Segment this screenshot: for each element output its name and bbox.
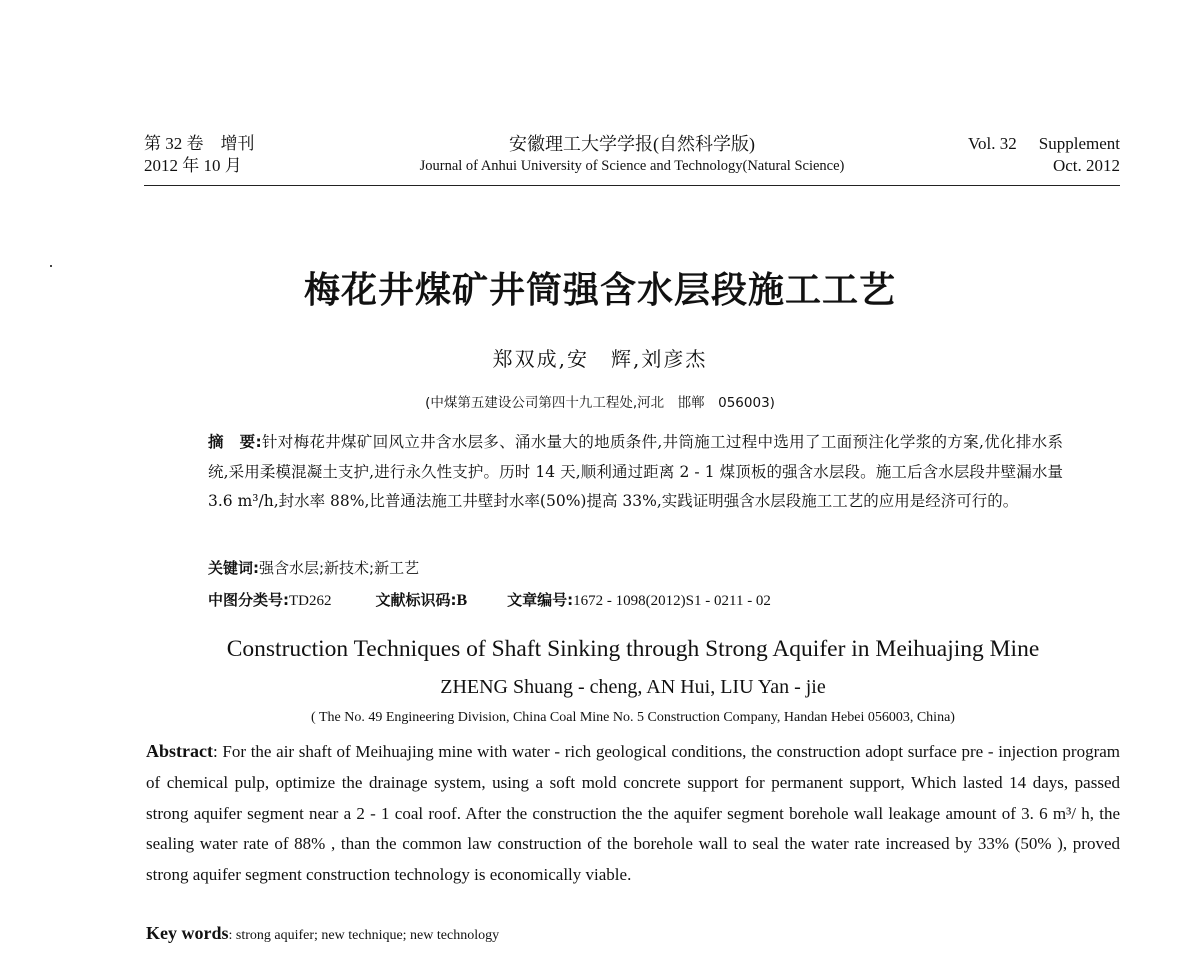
header-vol: Vol. 32 <box>967 134 1017 153</box>
keywords-cn <box>208 557 419 578</box>
article-no-label: 文章编号: <box>507 591 574 609</box>
header-volume-issue: 第 32 卷 增刊 <box>144 134 255 153</box>
abstract-en <box>146 736 1120 891</box>
header-date-en: Oct. 2012 <box>1052 156 1120 175</box>
article-title-en-wrap <box>0 636 1200 663</box>
article-title-en: Construction Techniques of Shaft Sinking through Strong Aquifer in Meihuajing Mine <box>226 636 1040 662</box>
abstract-cn-text: 针对梅花井煤矿回风立井含水层多、涌水量大的地质条件,井筒施工过程中选用了工面预注化学浆的方案,优化排水系统,采用柔模混凝土支护,进行永久性支护。历时 14 天,顺利通过距离 2 - 1 煤顶板的强含水层段。施工后含水层段井壁漏水量 3.6 m³/h,封水率 88%,比普通法施工井壁封水率(50%)提高 33%,实践证明强含水层段施工工艺的应用是经济可行的。 <box>208 433 1064 510</box>
journal-name-en: Journal of Anhui University of Science and Technology(Natural Science) <box>419 158 845 174</box>
clc-label: 中图分类号: <box>208 591 289 609</box>
clc-value: TD262 <box>289 593 332 609</box>
article-title-cn: 梅花井煤矿井筒强含水层段施工工艺 <box>303 270 896 311</box>
running-header <box>144 133 1120 181</box>
article-no-value: 1672 - 1098(2012)S1 - 0211 - 02 <box>573 593 771 609</box>
header-supplement: Supplement <box>1038 134 1120 153</box>
abstract-en-text: : For the air shaft of Meihuajing mine with water - rich geological conditions, the construction adopt surface pre - injection program of chemical pulp, optimize the drainage system, using a soft mold concrete support for permanent support, Which lasted 14 days, passed strong aquifer segment near a 2 - 1 coal roof. After the construction the the aquifer segment borehole wall leakage amount of 3. 6 m³/ h, the sealing water rate of 88% , than the common law construction of the borehole wall to seal the water rate increased by 33% (50% ), proved strong aquifer segment construction technology is economically viable. <box>146 742 1120 885</box>
authors-en: ZHENG Shuang - cheng, AN Hui, LIU Yan - jie <box>440 676 826 698</box>
header-volume-en <box>968 133 1120 177</box>
keywords-en <box>146 923 499 944</box>
keywords-cn-text: 强含水层;新技术;新工艺 <box>259 559 420 577</box>
keywords-en-label: Key words <box>146 923 229 943</box>
header-date-cn: 2012 年 10 月 <box>144 156 242 175</box>
keywords-en-text: : strong aquifer; new technique; new technology <box>228 928 500 943</box>
authors-cn: 郑双成,安 辉,刘彦杰 <box>492 347 708 371</box>
journal-name-cn: 安徽理工大学学报(自然科学版) <box>509 134 755 154</box>
keywords-cn-label: 关键词: <box>208 559 259 577</box>
abstract-cn <box>208 428 1063 517</box>
abstract-cn-label: 摘 要: <box>208 433 262 451</box>
header-rule <box>144 185 1120 186</box>
affiliation-en: ( The No. 49 Engineering Division, China Coal Mine No. 5 Construction Company, Handan Hebei 056003, China) <box>311 710 955 725</box>
affiliation-cn: (中煤第五建设公司第四十九工程处,河北 邯郸 056003) <box>425 395 775 411</box>
abstract-en-label: Abstract <box>146 741 213 761</box>
classification-line <box>208 589 771 610</box>
doc-code-label: 文献标识码: <box>375 591 457 609</box>
doc-code-value: B <box>456 592 468 609</box>
